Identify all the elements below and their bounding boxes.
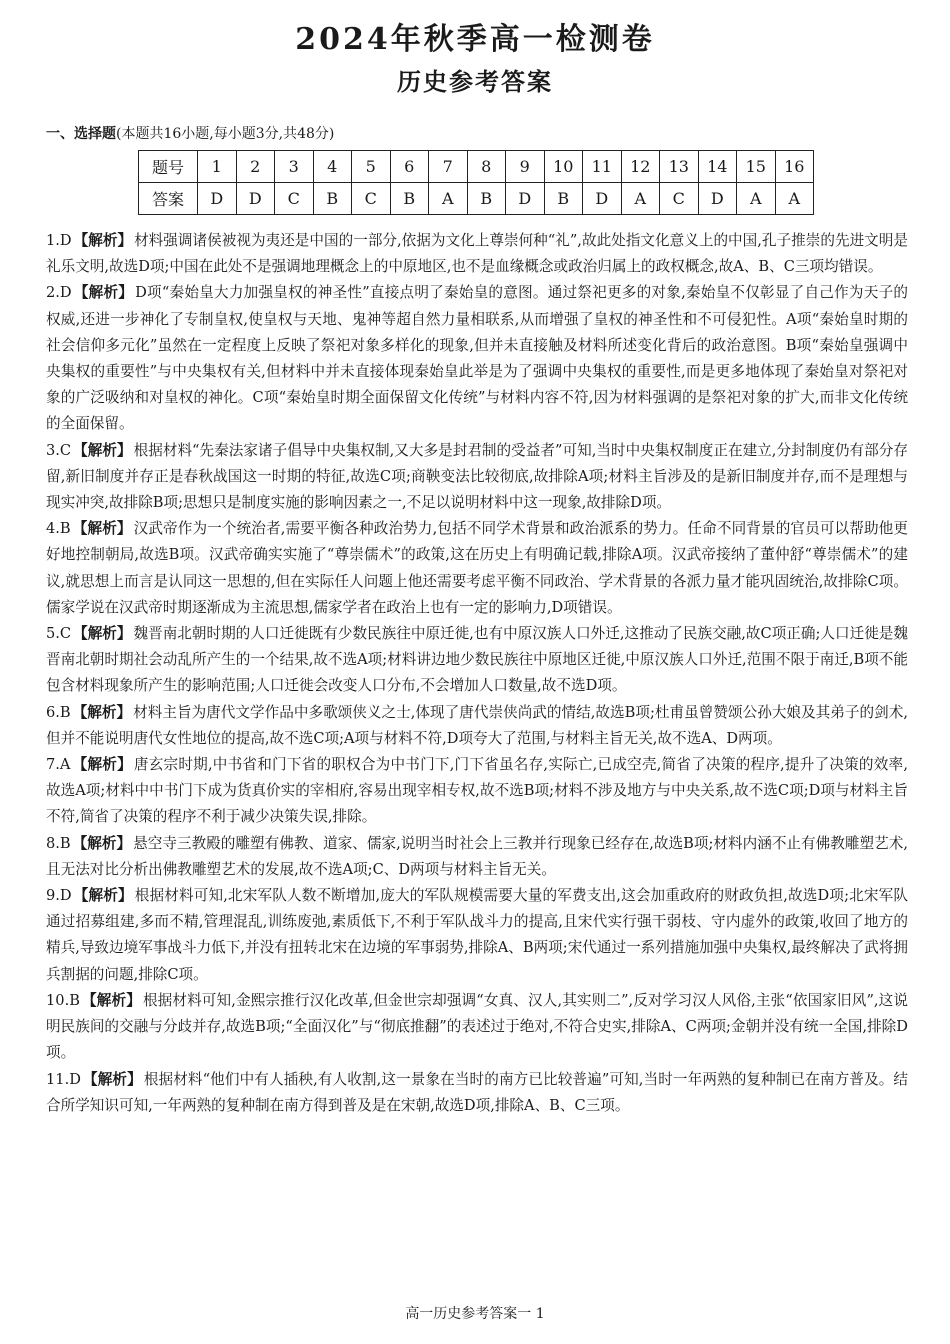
explanation-text: 根据材料“先秦法家诸子倡导中央集权制,又大多是封君制的受益者”可知,当时中央集权制度正在建立,分封制度仍有部分存留,新旧制度并存正是春秋战国这一时期的特征,故选C项;商鞅变法比较彻底,故排除A项;材料主旨涉及的是新旧制度并存,而不是理想与现实冲突,故排除B项;思想只是制度实施的影响因素之一,不足以说明材料中这一现象,故排除D项。 — [46, 441, 908, 512]
question-number-cell: 4 — [313, 151, 352, 183]
explanation-text: 汉武帝作为一个统治者,需要平衡各种政治势力,包括不同学术背景和政治派系的势力。任命不同背景的官员可以帮助他更好地控制朝局,故选B项。汉武帝确实实施了“尊崇儒术”的政策,这在历史上有明确记载,排除A项。汉武帝接纳了董仲舒“尊崇儒术”的建议,就思想上而言是认同这一思想的,但在实际任人问题上他还需要考虑平衡不同政治、学术背景的各派力量才能巩固统治,故排除C项。儒家学说在汉武帝时期逐渐成为主流思想,儒家学者在政治上也有一定的影响力,D项错误。 — [46, 520, 908, 616]
question-explanation — [46, 700, 908, 752]
question-number-cell: 13 — [660, 151, 699, 183]
question-answer: 6.B — [46, 703, 71, 721]
question-answer: 8.B — [46, 834, 71, 852]
analysis-tag: 【解析】 — [73, 232, 133, 249]
answer-cell: D — [583, 183, 622, 215]
page-title: 2024年秋季高一检测卷 — [295, 22, 655, 57]
question-number-cell: 5 — [352, 151, 391, 183]
question-answer: 7.A — [46, 756, 71, 774]
explanation-text: 根据材料“他们中有人插秧,有人收割,这一景象在当时的南方已比较普遍”可知,当时一年两熟的复种制已在南方普及。结合所学知识可知,一年两熟的复种制在南方得到普及是在宋朝,故选D项,排除A、B、C三项。 — [46, 1070, 908, 1114]
section-label: 一、选择题 — [46, 126, 116, 142]
question-explanation — [46, 228, 908, 280]
question-explanation — [46, 988, 908, 1067]
question-explanation — [46, 516, 908, 621]
question-explanation — [46, 883, 908, 988]
question-explanation — [46, 280, 908, 437]
question-explanation — [46, 752, 908, 831]
question-number-cell: 16 — [775, 151, 814, 183]
analysis-tag: 【解析】 — [73, 441, 132, 459]
analysis-tag: 【解析】 — [72, 834, 132, 852]
question-answer: 5.C — [46, 625, 72, 643]
question-explanation — [46, 831, 908, 883]
explanation-text: D项“秦始皇大力加强皇权的神圣性”直接点明了秦始皇的意图。通过祭祀更多的对象,秦始皇不仅彰显了自己作为天子的权威,还进一步神化了专制皇权,使皇权与天地、鬼神等超自然力量相联系,从而增强了皇权的神圣性和不可侵犯性。A项“秦始皇时期的社会信仰多元化”虽然在一定程度上反映了祭祀对象多样化的现象,但并未直接触及材料所述变化背后的政治意图。B项“秦始皇强调中央集权的重要性”与中央集权有关,但材料中并未直接体现秦始皇此举是为了强调中央集权的重要性,而是更多地体现了秦始皇对祭祀对象的广泛吸纳和对皇权的神化。C项“秦始皇时期全面保留文化传统”与材料内容不符,因为材料强调的是祭祀对象的扩大,而非文化传统的全面保留。 — [46, 284, 908, 433]
answer-cell: B — [390, 183, 429, 215]
analysis-tag: 【解析】 — [73, 625, 132, 643]
answer-table-answer-row — [139, 183, 814, 215]
answer-cell: C — [352, 183, 391, 215]
analysis-tag: 【解析】 — [82, 1070, 142, 1088]
question-number-cell: 3 — [275, 151, 314, 183]
question-number-cell: 6 — [390, 151, 429, 183]
question-number-cell: 14 — [698, 151, 737, 183]
analysis-tag: 【解析】 — [73, 284, 134, 302]
answer-cell: C — [275, 183, 314, 215]
answer-cell: A — [429, 183, 468, 215]
answer-cell: D — [698, 183, 737, 215]
question-answer: 1.D — [46, 232, 72, 249]
question-number-cell: 15 — [737, 151, 776, 183]
answer-cell: B — [467, 183, 506, 215]
answer-table — [138, 150, 814, 215]
question-number-cell: 9 — [506, 151, 545, 183]
answer-table-number-row — [139, 151, 814, 183]
question-answer: 10.B — [46, 991, 80, 1009]
question-explanation — [46, 438, 908, 517]
analysis-tag: 【解析】 — [72, 703, 132, 721]
question-number-cell: 10 — [544, 151, 583, 183]
answer-cell: C — [660, 183, 699, 215]
question-answer: 4.B — [46, 520, 71, 538]
section-heading — [46, 123, 334, 143]
question-answer: 3.C — [46, 441, 72, 459]
question-explanation — [46, 1067, 908, 1119]
analysis-tag: 【解析】 — [81, 991, 141, 1009]
answer-cell: D — [236, 183, 275, 215]
answer-cell: B — [313, 183, 352, 215]
explanation-text: 材料主旨为唐代文学作品中多歌颂侠义之士,体现了唐代崇侠尚武的情结,故选B项;杜甫虽曾赞颂公孙大娘及其弟子的剑术,但并不能说明唐代女性地位的提高,故不选C项;A项与材料不符,D项夸大了范围,与材料主旨无关,故不选A、D两项。 — [46, 703, 908, 747]
question-answer: 9.D — [46, 887, 72, 905]
explanation-text: 魏晋南北朝时期的人口迁徙既有少数民族往中原迁徙,也有中原汉族人口外迁,这推动了民族交融,故C项正确;人口迁徙是魏晋南北朝时期社会动乱所产生的一个结果,故不选A项;材料讲边地少数民族往中原地区迁徙,中原汉族人口外迁,范围不限于南迁,B项不能包含材料现象所产生的影响范围;人口迁徙会改变人口分布,不会增加人口数量,故不选D项。 — [46, 625, 908, 695]
answer-cell: A — [737, 183, 776, 215]
question-number-cell: 2 — [236, 151, 275, 183]
explanation-text: 材料强调诸侯被视为夷还是中国的一部分,依据为文化上尊崇何种“礼”,故此处指文化意义上的中国,孔子推崇的先进文明是礼乐文明,故选D项;中国在此处不是强调地理概念上的中原地区,也不是血缘概念或政治归属上的政权概念,故A、B、C三项均错误。 — [46, 232, 908, 276]
question-number-cell: 11 — [583, 151, 622, 183]
page-subtitle: 历史参考答案 — [397, 67, 553, 96]
answer-cell: D — [506, 183, 545, 215]
question-number-cell: 12 — [621, 151, 660, 183]
section-note: (本题共16小题,每小题3分,共48分) — [116, 126, 335, 142]
number-row-header: 题号 — [139, 151, 198, 183]
answer-cell: A — [775, 183, 814, 215]
explanation-text: 唐玄宗时期,中书省和门下省的职权合为中书门下,门下省虽名存,实际亡,已成空壳,简省了决策的程序,提升了决策的效率,故选A项;材料中中书门下成为货真价实的宰相府,容易出现宰相专权,故不选B项;材料不涉及地方与中央关系,故不选C项;D项与材料主旨不符,简省了决策的程序不利于减少决策失误,排除。 — [46, 756, 908, 826]
analysis-tag: 【解析】 — [73, 887, 133, 905]
question-answer: 11.D — [46, 1070, 81, 1088]
explanation-text: 根据材料可知,北宋军队人数不断增加,庞大的军队规模需要大量的军费支出,这会加重政府的财政负担,故选D项;北宋军队通过招募组建,多而不精,管理混乱,训练废弛,素质低下,不利于军队战斗力的提高,且宋代实行强干弱枝、守内虚外的政策,收回了地方的精兵,导致边境军事战斗力低下,并没有扭转北宋在边境的军事弱势,排除A、B两项;宋代通过一系列措施加强中央集权,最终解决了武将拥兵割据的问题,排除C项。 — [46, 887, 908, 983]
analysis-tag: 【解析】 — [72, 520, 132, 538]
explanation-text: 根据材料可知,金熙宗推行汉化改革,但金世宗却强调“女真、汉人,其实则二”,反对学习汉人风俗,主张“依国家旧风”,这说明民族间的交融与分歧并存,故选B项;“全面汉化”与“彻底推翻”的表述过于绝对,不符合史实,排除A、C两项;金朝并没有统一全国,排除D项。 — [46, 991, 908, 1062]
question-number-cell: 1 — [198, 151, 237, 183]
answer-cell: B — [544, 183, 583, 215]
page-footer: 高一历史参考答案一 1 — [405, 1306, 545, 1322]
question-number-cell: 7 — [429, 151, 468, 183]
question-answer: 2.D — [46, 284, 72, 302]
answer-cell: D — [198, 183, 237, 215]
explanation-text: 悬空寺三教殿的雕塑有佛教、道家、儒家,说明当时社会上三教并行现象已经存在,故选B项;材料内涵不止有佛教雕塑艺术,且无法对比分析出佛教雕塑艺术的发展,故不选A项;C、D两项与材料主旨无关。 — [46, 834, 908, 878]
answer-cell: A — [621, 183, 660, 215]
question-explanation — [46, 621, 908, 700]
question-number-cell: 8 — [467, 151, 506, 183]
answer-row-header: 答案 — [139, 183, 198, 215]
analysis-tag: 【解析】 — [72, 756, 132, 774]
question-explanations — [46, 228, 908, 1119]
